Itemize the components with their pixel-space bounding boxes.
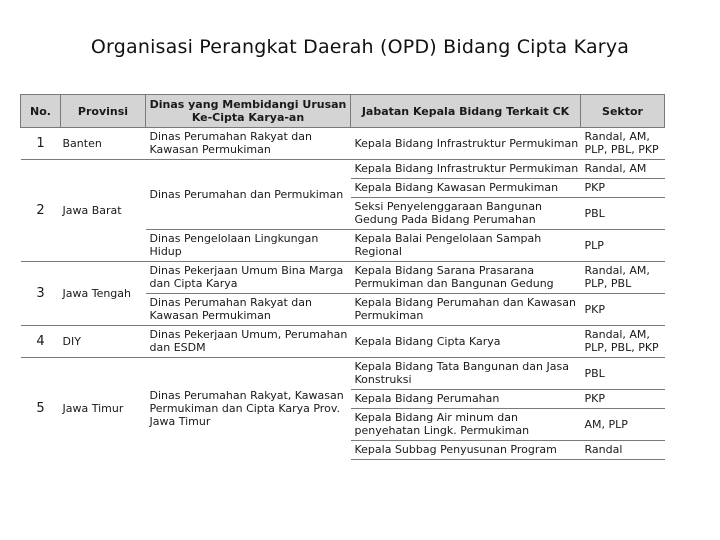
jabatan-cell: Kepala Bidang Air minum dan penyehatan Lingk. Permukiman	[351, 409, 581, 441]
table-row	[21, 326, 665, 358]
row-number: 5	[36, 400, 45, 416]
page-title: Organisasi Perangkat Daerah (OPD) Bidang Cipta Karya	[90, 36, 630, 58]
header-jabatan: Jabatan Kepala Bidang Terkait CK	[351, 95, 581, 128]
jabatan-cell: Kepala Bidang Infrastruktur Permukiman	[351, 128, 581, 160]
table-row	[21, 160, 665, 179]
dinas-cell: Dinas Perumahan Rakyat, Kawasan Permukiman dan Cipta Karya Prov. Jawa Timur	[149, 388, 344, 428]
sektor-cell: PBL	[581, 358, 665, 390]
row-number: 2	[21, 160, 61, 262]
provinsi-cell: Jawa Timur	[62, 401, 124, 415]
row-number: 4	[21, 326, 61, 358]
sektor-cell: Randal, AM, PLP, PBL, PKP	[581, 128, 665, 160]
provinsi-cell: DIY	[61, 326, 146, 358]
jabatan-cell: Kepala Subbag Penyusunan Program	[351, 441, 581, 460]
table-row	[21, 128, 665, 160]
dinas-cell: Dinas Perumahan Rakyat dan Kawasan Permukiman	[146, 294, 351, 326]
jabatan-cell: Seksi Penyelenggaraan Bangunan Gedung Pada Bidang Perumahan	[351, 198, 581, 230]
sektor-cell: Randal	[581, 441, 665, 460]
sektor-cell: AM, PLP	[581, 409, 665, 441]
dinas-cell: Dinas Perumahan dan Permukiman	[146, 160, 351, 230]
sektor-cell: PLP	[581, 230, 665, 262]
jabatan-cell: Kepala Bidang Sarana Prasarana Permukiman dan Bangunan Gedung	[351, 262, 581, 294]
row-number: 3	[21, 262, 61, 326]
header-dinas: Dinas yang Membidangi Urusan Ke-Cipta Karya-an	[146, 95, 351, 128]
dinas-cell: Dinas Pengelolaan Lingkungan Hidup	[146, 230, 351, 262]
header-provinsi: Provinsi	[61, 95, 146, 128]
dinas-cell: Dinas Perumahan Rakyat dan Kawasan Permukiman	[146, 128, 351, 160]
jabatan-cell: Kepala Bidang Perumahan	[351, 390, 581, 409]
jabatan-cell: Kepala Bidang Kawasan Permukiman	[351, 179, 581, 198]
dinas-cell: Dinas Pekerjaan Umum, Perumahan dan ESDM	[146, 326, 351, 358]
jabatan-cell: Kepala Bidang Tata Bangunan dan Jasa Konstruksi	[351, 358, 581, 390]
opd-table	[20, 94, 665, 460]
jabatan-cell: Kepala Balai Pengelolaan Sampah Regional	[351, 230, 581, 262]
row-number: 1	[21, 128, 61, 160]
jabatan-cell: Kepala Bidang Cipta Karya	[351, 326, 581, 358]
table-row	[21, 262, 665, 294]
provinsi-cell: Banten	[61, 128, 146, 160]
provinsi-cell: Jawa Barat	[61, 160, 146, 262]
sektor-cell: PBL	[581, 198, 665, 230]
sektor-cell: Randal, AM	[581, 160, 665, 179]
sektor-cell: PKP	[581, 390, 665, 409]
dinas-cell: Dinas Pekerjaan Umum Bina Marga dan Cipta Karya	[146, 262, 351, 294]
sektor-cell: PKP	[581, 294, 665, 326]
jabatan-cell: Kepala Bidang Infrastruktur Permukiman	[351, 160, 581, 179]
provinsi-cell: Jawa Tengah	[61, 262, 146, 326]
jabatan-cell: Kepala Bidang Perumahan dan Kawasan Permukiman	[351, 294, 581, 326]
sektor-cell: PKP	[581, 179, 665, 198]
table-row	[21, 358, 665, 390]
sektor-cell: Randal, AM, PLP, PBL, PKP	[581, 326, 665, 358]
header-sektor: Sektor	[581, 95, 665, 128]
sektor-cell: Randal, AM, PLP, PBL	[581, 262, 665, 294]
header-no: No.	[21, 95, 61, 128]
table-header-row	[21, 95, 665, 128]
